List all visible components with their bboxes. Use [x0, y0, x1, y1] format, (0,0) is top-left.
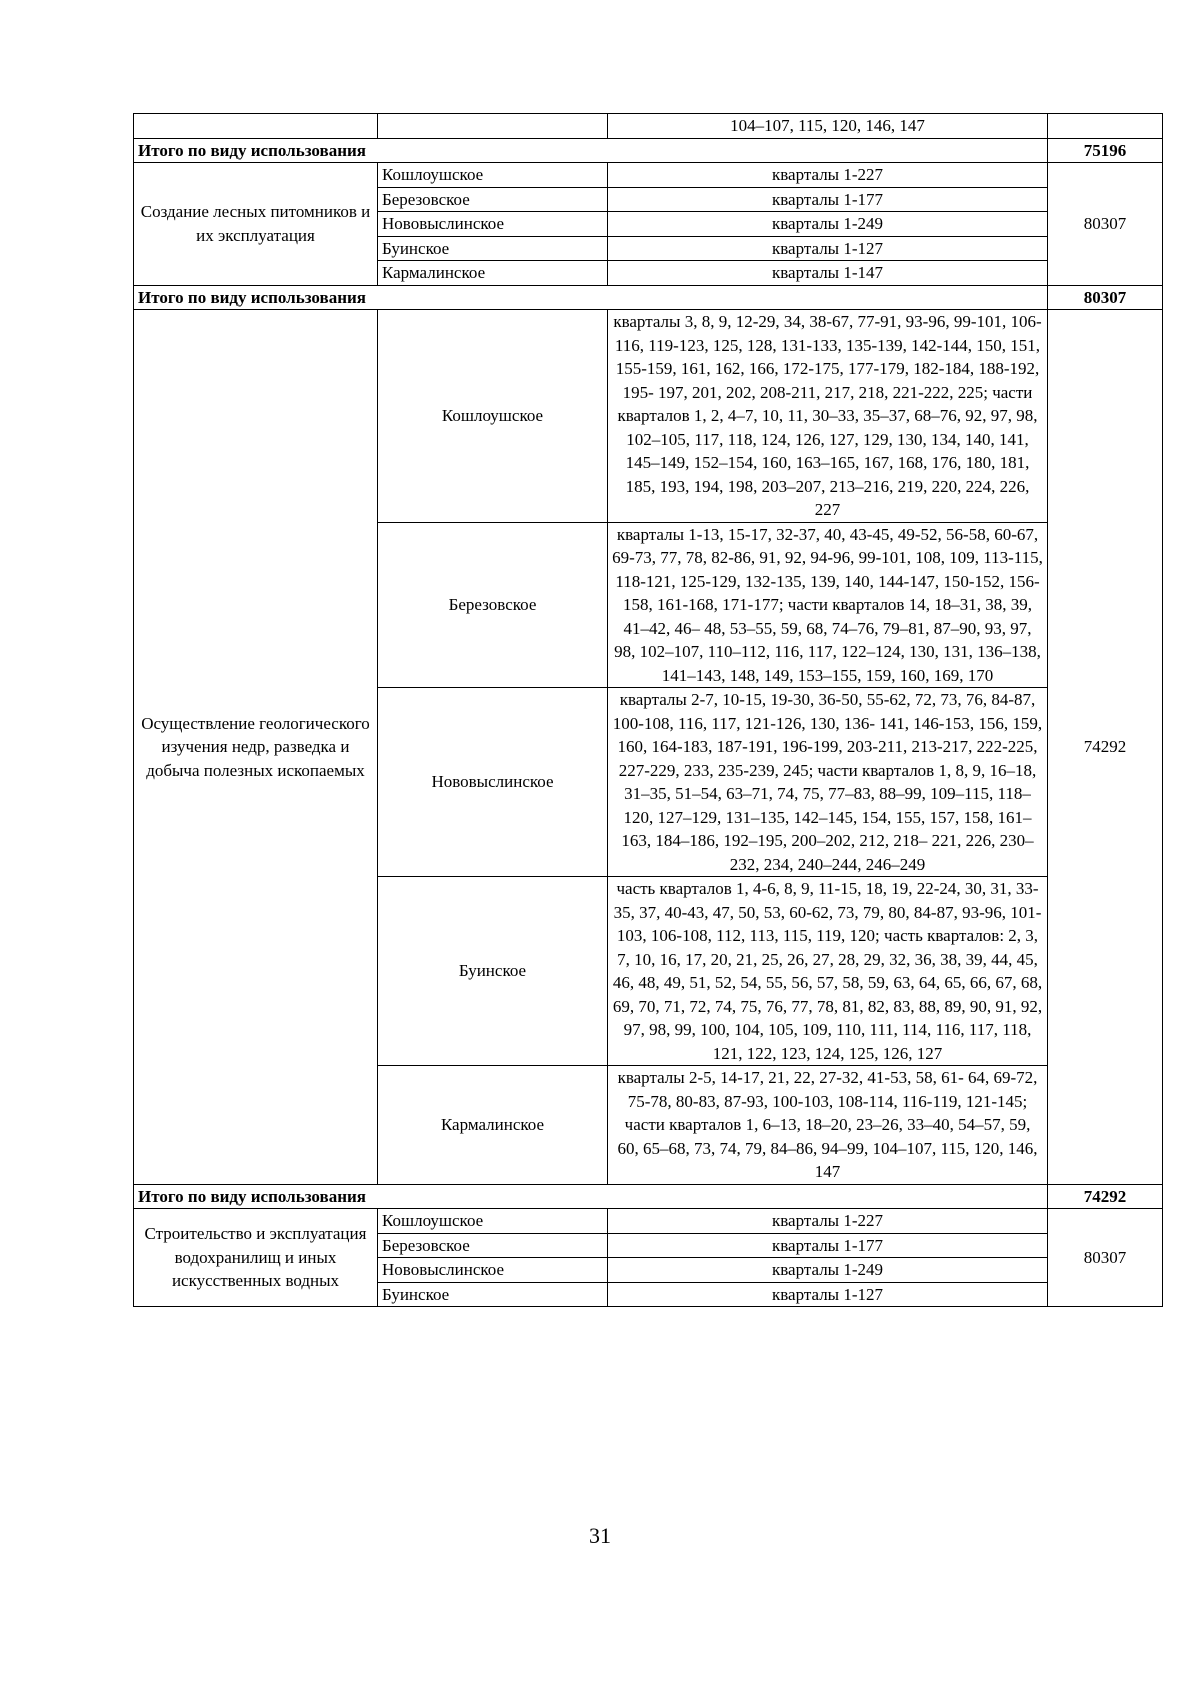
forestry-cell: Буинское	[378, 236, 608, 261]
forestry-cell: Кошлоушское	[378, 1209, 608, 1234]
forestry-cell: Березовское	[378, 522, 608, 688]
quarters-cell: кварталы 1-127	[608, 236, 1048, 261]
forestry-cell	[378, 114, 608, 139]
total-label: Итого по виду использования	[134, 285, 1048, 310]
forestry-cell: Березовское	[378, 1233, 608, 1258]
forestry-cell: Кармалинское	[378, 261, 608, 286]
total-row	[134, 138, 1163, 163]
quarters-cell: кварталы 1-147	[608, 261, 1048, 286]
table-row	[134, 1209, 1163, 1234]
total-value: 75196	[1048, 138, 1163, 163]
quarters-cell: кварталы 2-5, 14-17, 21, 22, 27-32, 41-53, 58, 61- 64, 69-72, 75-78, 80-83, 87-93, 100-103, 108-114, 116-119, 121-145; части кварталов 1, 6–13, 18–20, 23–26, 33–40, 54–57, 59, 60, 65–68, 73, 74, 79, 84–86, 94–99, 104–107, 115, 120, 146, 147	[608, 1066, 1048, 1185]
quarters-cell: кварталы 1-249	[608, 212, 1048, 237]
total-row	[134, 285, 1163, 310]
quarters-cell: кварталы 3, 8, 9, 12-29, 34, 38-67, 77-91, 93-96, 99-101, 106-116, 119-123, 125, 128, 131-133, 135-139, 142-144, 150, 151, 155-159, 161, 162, 166, 172-175, 177-179, 182-184, 188-192, 195- 197, 201, 202, 208-211, 217, 218, 221-222, 225; части кварталов 1, 2, 4–7, 10, 11, 30–33, 35–37, 68–76, 92, 97, 98, 102–105, 117, 118, 124, 126, 127, 129, 130, 134, 140, 141, 145–149, 152–154, 160, 163–165, 167, 168, 176, 180, 181, 185, 193, 194, 198, 203–207, 213–216, 219, 220, 224, 226, 227	[608, 310, 1048, 523]
forestry-cell: Кармалинское	[378, 1066, 608, 1185]
table-row	[134, 114, 1163, 139]
forest-use-table	[133, 113, 1163, 1307]
forestry-cell: Кошлоушское	[378, 163, 608, 188]
area-cell	[1048, 114, 1163, 139]
area-cell: 74292	[1048, 310, 1163, 1185]
quarters-cell: кварталы 1-227	[608, 1209, 1048, 1234]
quarters-cell: кварталы 1-227	[608, 163, 1048, 188]
forestry-cell: Буинское	[378, 1282, 608, 1307]
table-row	[134, 310, 1163, 523]
use-type-cell: Создание лесных питомников и их эксплуатация	[134, 163, 378, 286]
quarters-cell: кварталы 2-7, 10-15, 19-30, 36-50, 55-62, 72, 73, 76, 84-87, 100-108, 116, 117, 121-126, 130, 136- 141, 146-153, 156, 159, 160, 164-183, 187-191, 196-199, 203-211, 213-217, 222-225, 227-229, 233, 235-239, 245; части кварталов 1, 8, 9, 16–18, 31–35, 51–54, 63–71, 74, 75, 77–83, 88–99, 109–115, 118–120, 127–129, 131–135, 142–145, 154, 155, 157, 158, 161–163, 184–186, 192–195, 200–202, 212, 218– 221, 226, 230–232, 234, 240–244, 246–249	[608, 688, 1048, 877]
quarters-cell: кварталы 1-249	[608, 1258, 1048, 1283]
area-cell: 80307	[1048, 1209, 1163, 1307]
quarters-cell: 104–107, 115, 120, 146, 147	[608, 114, 1048, 139]
use-type-cell	[134, 114, 378, 139]
quarters-cell: кварталы 1-177	[608, 187, 1048, 212]
page-number: 31	[589, 1523, 611, 1548]
total-value: 80307	[1048, 285, 1163, 310]
total-label: Итого по виду использования	[134, 138, 1048, 163]
quarters-cell: часть кварталов 1, 4-6, 8, 9, 11-15, 18, 19, 22-24, 30, 31, 33-35, 37, 40-43, 47, 50, 53, 60-62, 73, 79, 80, 84-87, 93-96, 101-103, 106-108, 112, 113, 115, 119, 120; часть кварталов: 2, 3, 7, 10, 16, 17, 20, 21, 25, 26, 27, 28, 29, 32, 36, 38, 39, 44, 45, 46, 48, 49, 51, 52, 54, 55, 56, 57, 58, 59, 63, 64, 65, 66, 67, 68, 69, 70, 71, 72, 74, 75, 76, 77, 78, 81, 82, 83, 88, 89, 90, 91, 92, 97, 98, 99, 100, 104, 105, 109, 110, 111, 114, 116, 117, 118, 121, 122, 123, 124, 125, 126, 127	[608, 877, 1048, 1066]
use-type-cell: Осуществление геологического изучения недр, разведка и добыча полезных ископаемых	[134, 310, 378, 1185]
total-row	[134, 1184, 1163, 1209]
forestry-cell: Буинское	[378, 877, 608, 1066]
forestry-cell: Нововыслинское	[378, 688, 608, 877]
forestry-cell: Нововыслинское	[378, 212, 608, 237]
forestry-cell: Кошлоушское	[378, 310, 608, 523]
quarters-cell: кварталы 1-127	[608, 1282, 1048, 1307]
use-type-cell: Строительство и эксплуатация водохранилищ и иных искусственных водных	[134, 1209, 378, 1307]
forestry-cell: Нововыслинское	[378, 1258, 608, 1283]
quarters-cell: кварталы 1-13, 15-17, 32-37, 40, 43-45, 49-52, 56-58, 60-67, 69-73, 77, 78, 82-86, 91, 92, 94-96, 99-101, 108, 109, 113-115, 118-121, 125-129, 132-135, 139, 140, 144-147, 150-152, 156-158, 161-168, 171-177; части кварталов 14, 18–31, 38, 39, 41–42, 46– 48, 53–55, 59, 68, 74–76, 79–81, 87–90, 93, 97, 98, 102–107, 110–112, 116, 117, 122–124, 130, 131, 136–138, 141–143, 148, 149, 153–155, 159, 160, 169, 170	[608, 522, 1048, 688]
forestry-cell: Березовское	[378, 187, 608, 212]
table-row	[134, 163, 1163, 188]
total-value: 74292	[1048, 1184, 1163, 1209]
area-cell: 80307	[1048, 163, 1163, 286]
total-label: Итого по виду использования	[134, 1184, 1048, 1209]
quarters-cell: кварталы 1-177	[608, 1233, 1048, 1258]
